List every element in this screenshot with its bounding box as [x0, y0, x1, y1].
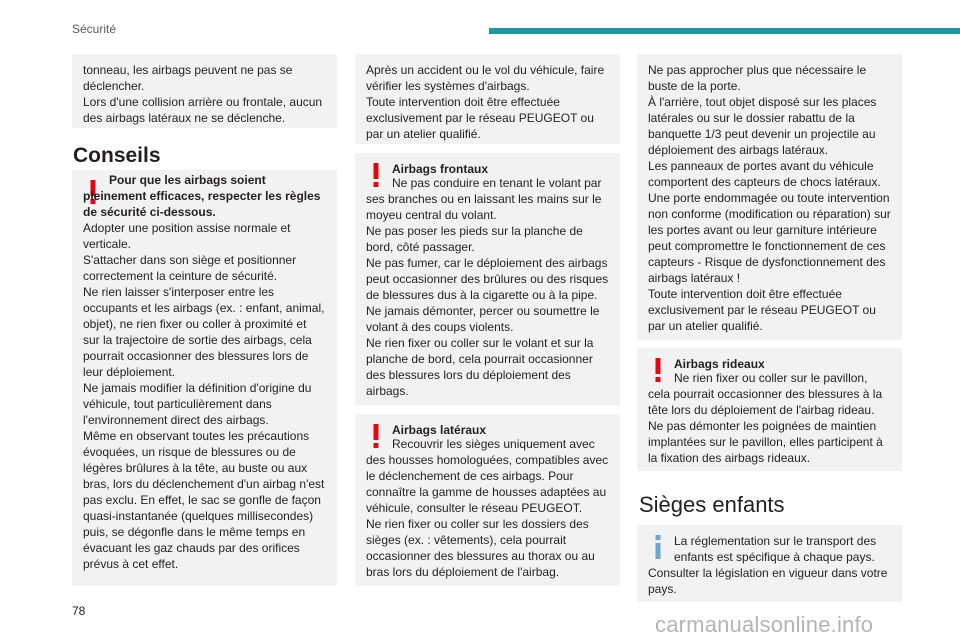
exclamation-mark-icon: [648, 356, 668, 382]
frontaux-heading: Airbags frontaux: [392, 162, 489, 176]
lateraux-body-text: Recouvrir les sièges uniquement avec des housses homologuées, compatibles avec le déclenchement de ces airbags. Pour connaître la gamme de housses adaptées au véhicule, consulter le réseau PEUGEOT. Ne rien fixer ou coller sur les dossiers des sièges (ex. : vêtements), cela pourrait occasionner des blessures au thorax ou au bras lors du déploiement de l'airbag.: [366, 437, 609, 579]
conseils-title: Conseils: [73, 144, 161, 167]
sieges-info-body: Consulter la législation en vigueur dans votre pays.: [648, 566, 888, 596]
exclamation-mark-icon: [366, 422, 386, 448]
col1-intro-box: [72, 54, 337, 128]
rideaux-warning-box: [637, 348, 902, 471]
frontaux-warning-box: [355, 153, 620, 405]
conseils-warning-box: [72, 170, 337, 586]
rideaux-heading: Airbags rideaux: [674, 357, 765, 371]
page-number: 78: [72, 604, 86, 618]
rideaux-body-text: Ne rien fixer ou coller sur le pavillon, cela pourrait occasionner des blessures à la tête lors du déploiement de l'airbag rideau. Ne pas démonter les poignées de maintien implantées sur le pavillon, elles participent à la fixation des airbags rideaux.: [648, 371, 883, 465]
col1-intro-text: tonneau, les airbags peuvent ne pas se déclencher. Lors d'une collision arrière ou frontale, aucun des airbags latéraux ne se déclenche.: [83, 63, 323, 125]
lateraux-heading: Airbags latéraux: [392, 423, 487, 437]
conseils-body-text: Adopter une position assise normale et verticale. S'attacher dans son siège et positionner correctement la ceinture de sécurité. Ne rien laisser s'interposer entre les occupants et les airbags (ex. : enfant, animal, objet), ne rien fixer ou coller à proximité et sur la trajectoire de sortie des airbags, cela pourrait occasionner des blessures lors de leur déploiement. Ne jamais modifier la définition d'origine du véhicule, tout particulièrement dans l'environnement direct des airbags. Même en observant toutes les précautions évoquées, un risque de blessures ou de légères brûlures à la tête, au buste ou aux bras, lors du déclenchement d'un airbag n'est pas exclu. En effet, le sac se gonfle de façon quasi-instantanée (quelques millisecondes) puis, se dégonfle dans le même temps en évacuant les gaz chauds par des orifices prévus à cet effet.: [83, 221, 325, 571]
frontaux-body-text: Ne pas conduire en tenant le volant par ses branches ou en laissant les mains sur le moyeu central du volant. Ne pas poser les pieds sur la planche de bord, côté passager. Ne pas fumer, car le déploiement des airbags peut occasionner des brûlures ou des risques de blessures dus à la cigarette ou à la pipe. Ne jamais démonter, percer ou soumettre le volant à des coups violents. Ne rien fixer ou coller sur le volant et sur la planche de bord, cela pourrait occasionner des blessures lors du déploiement des airbags.: [366, 176, 609, 398]
running-header: Sécurité: [72, 22, 117, 36]
sieges-enfants-title: Sièges enfants: [639, 492, 785, 517]
col2-intro-text: Après un accident ou le vol du véhicule, faire vérifier les systèmes d'airbags. Toute intervention doit être effectuée exclusivement par le réseau PEUGEOT ou par un atelier qualifié.: [366, 63, 605, 141]
header-accent-bar: [489, 28, 960, 34]
lateraux-warning-box: [355, 414, 620, 586]
conseils-heading-text: Pour que les airbags soient pleinement efficaces, respecter les règles de sécurité ci-dessous.: [83, 173, 321, 219]
sieges-info-heading: La réglementation sur le transport des enfants est spécifique à chaque pays.: [674, 534, 877, 564]
watermark: carmanualsonline.info: [655, 612, 874, 637]
exclamation-mark-icon: [366, 161, 386, 187]
col2-intro-box: [355, 54, 620, 144]
sieges-info-box: [637, 525, 902, 602]
col3-intro-box: [637, 54, 902, 340]
col3-intro-text: Ne pas approcher plus que nécessaire le buste de la porte. À l'arrière, tout objet disposé sur les places latérales ou sur le dossier rabattu de la banquette 1/3 peut devenir un projectile au déploiement des airbags latéraux. Les panneaux de portes avant du véhicule comportent des capteurs de chocs latéraux. Une porte endommagée ou toute intervention non conforme (modification ou réparation) sur les portes avant ou leur garniture intérieure peut compromettre le fonctionnement de ces capteurs - Risque de dysfonctionnement des airbags latéraux ! Toute intervention doit être effectuée exclusivement par le réseau PEUGEOT ou par un atelier qualifié.: [648, 63, 891, 333]
sieges-info-head: [648, 533, 891, 565]
info-i-icon: [648, 533, 668, 559]
